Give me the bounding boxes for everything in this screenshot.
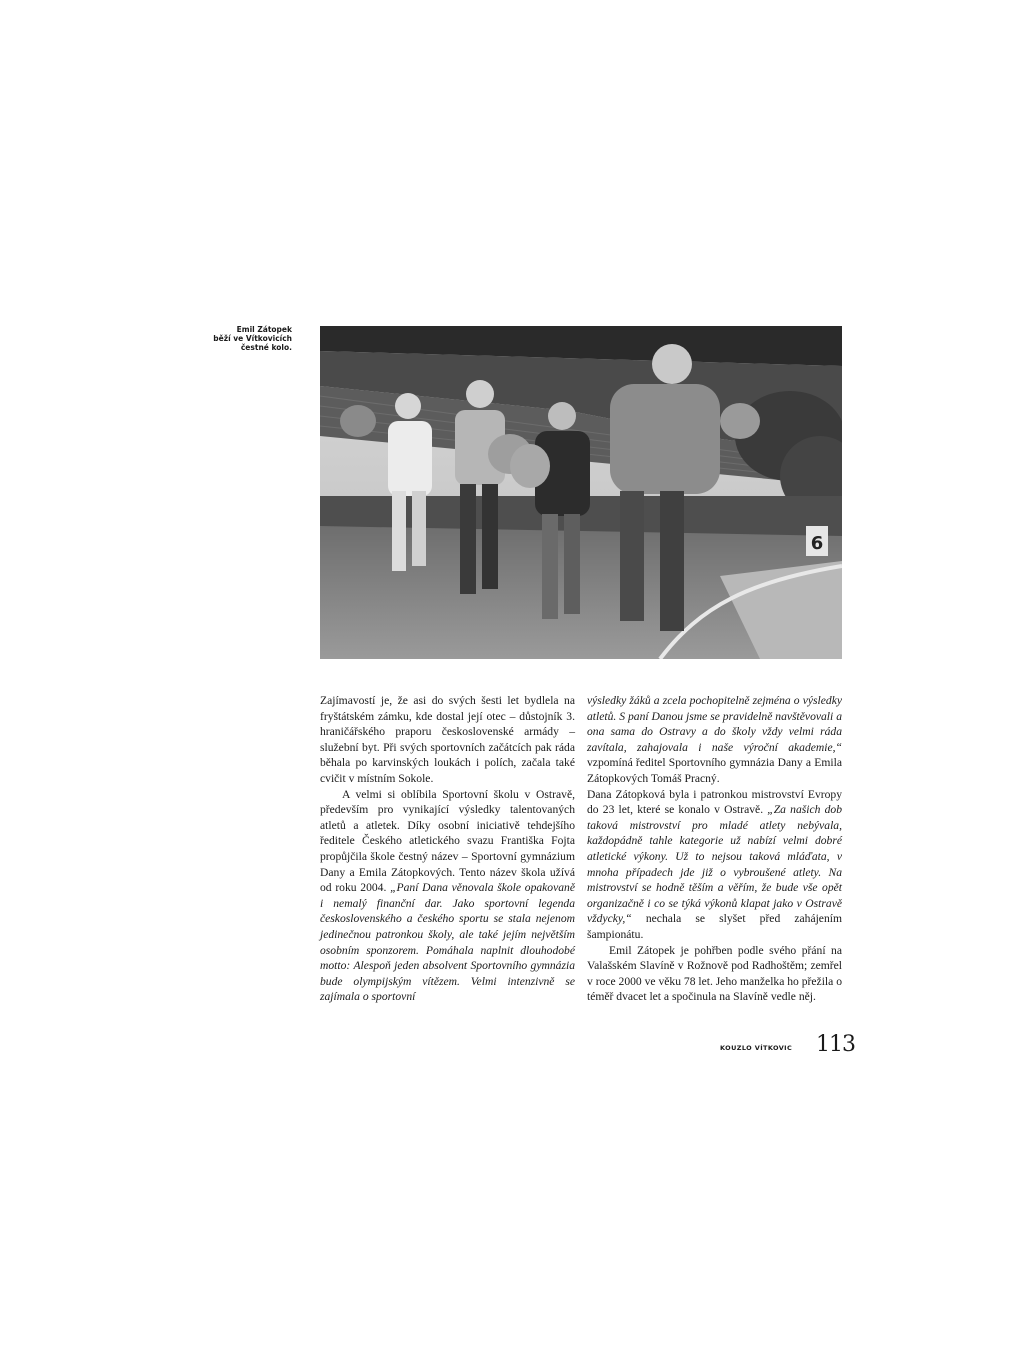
text-column-left <box>320 693 575 1005</box>
paragraph-text: nechala se slyšet před zahájením šampionátu. <box>587 912 842 941</box>
paragraph <box>587 787 842 943</box>
quote-text: „Za našich dob taková mistrovství pro mladé atlety nebývala, každopádně tahle kategorie už nabízí velmi dobré atletické výkony. Už to nejsou taková mláďata, v mnoha případech jde již o vybroušené atlety. Na mistrovství se hodně těším a věřím, že bude vše opět organizačně i co se týká výkonů klapat jako v Ostravě vždycky,“ <box>587 803 842 926</box>
quote-text: „Paní Dana věnovala škole opakovaně i nemalý finanční dar. Jako sportovní legenda československého a českého sportu se stala nejenom jedinečnou patronkou školy, ale také jejím největším osobním sponzorem. Pomáhala naplnit dlouhodobé motto: Alespoň jeden absolvent Sportovního gymnázia bude olympijským vítězem. Velmi intenzivně se zajímala o sportovní <box>320 881 575 1004</box>
running-footer: KOUZLO VÍTKOVIC <box>720 1044 793 1052</box>
photo-caption <box>200 325 292 352</box>
text-column-right <box>587 693 842 1005</box>
paragraph-text: A velmi si oblíbila Sportovní školu v Ostravě, především pro vynikající výsledky talentovaných atletů a atletek. Díky osobní iniciativě tehdejšího ředitele Českého atletického svazu Františka Fojta propůjčila škole čestný název – Sportovní gymnázium Dany a Emila Zátopkových. Tento název škola užívá od roku 2004. <box>320 787 575 895</box>
paragraph-text: Dana Zátopková byla i patronkou mistrovství Evropy do 23 let, které se konalo v Ostravě. <box>587 787 842 817</box>
paragraph <box>587 693 842 787</box>
paragraph: Zajímavostí je, že asi do svých šesti let bydlela na fryštátském zámku, kde dostal její otec – důstojník 3. hraničářského praporu československé armády – služební byt. Při svých sportovních začátcích pak ráda běhala po karvinských loukách i polích, začala také cvičit v místním Sokole. <box>320 694 575 785</box>
track-sign-number: 6 <box>810 533 824 554</box>
photo-runners <box>320 326 842 659</box>
page-number: 113 <box>816 1032 855 1057</box>
caption-line-1: Emil Zátopek <box>236 325 292 334</box>
quote-text: výsledky žáků a zcela pochopitelně zejména o výsledky atletů. S paní Danou jsme se pravidelně navštěvovali a ona sama do Ostravy a do školy vždy velmi ráda zavítala, zahajovala i naše výroční akademie,“ <box>587 694 842 754</box>
paragraph-text: vzpomíná ředitel Sportovního gymnázia Dany a Emila Zátopkových Tomáš Pracný. <box>587 756 842 785</box>
caption-line-3: čestné kolo. <box>240 343 292 352</box>
paragraph <box>320 787 575 1005</box>
paragraph: Emil Zátopek je pohřben podle svého přání na Valašském Slavíně v Rožnově pod Radhoštěm; zemřel v roce 2000 ve věku 78 let. Jeho manželka ho přežila o téměř dvacet let a spočinula na Slavíně vedle něj. <box>587 943 842 1004</box>
caption-line-2: běží ve Vítkovicích <box>213 334 292 343</box>
